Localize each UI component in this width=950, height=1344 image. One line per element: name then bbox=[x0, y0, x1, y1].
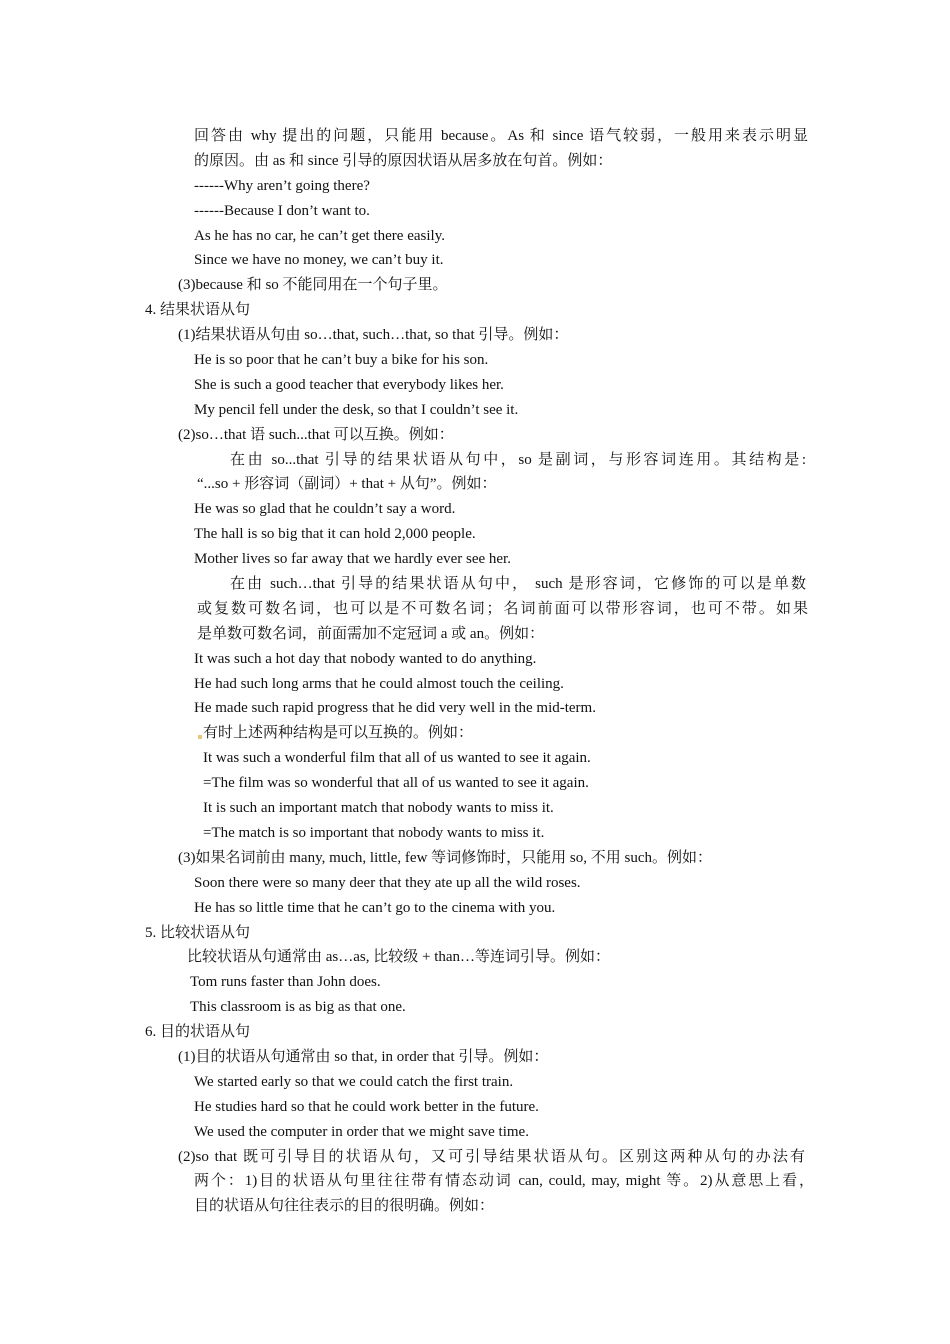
example-line: She is such a good teacher that everybody likes her. bbox=[194, 376, 504, 393]
example-line: =The film was so wonderful that all of us wanted to see it again. bbox=[203, 775, 589, 792]
example-line: As he has no car, he can’t get there easily. bbox=[194, 227, 445, 244]
subpoint-line: (2)so that 既可引导目的状语从句，又可引导结果状语从句。区别这两种从句的办法有 bbox=[178, 1148, 805, 1165]
text-line: 或复数可数名词，也可以是不可数名词；名词前面可以带形容词，也可不带。如果 bbox=[197, 600, 808, 617]
subpoint-line: (2)so…that 语 such...that 可以互换。例如： bbox=[178, 426, 454, 443]
example-line: This classroom is as big as that one. bbox=[190, 999, 406, 1016]
example-line: He made such rapid progress that he did very well in the mid-term. bbox=[194, 700, 596, 717]
example-line: It was such a wonderful film that all of us wanted to see it again. bbox=[203, 750, 591, 767]
section-heading: 6. 目的状语从句 bbox=[145, 1024, 251, 1041]
example-line: ------Because I don’t want to. bbox=[194, 202, 370, 219]
example-line: He has so little time that he can’t go to the cinema with you. bbox=[194, 899, 556, 916]
text-line-content: 有时上述两种结构是可以互换的。例如： bbox=[203, 725, 474, 742]
example-line: Since we have no money, we can’t buy it. bbox=[194, 252, 444, 269]
subpoint-line: (1)目的状语从句通常由 so that, in order that 引导。例如： bbox=[178, 1048, 549, 1065]
text-line: 回答由 why 提出的问题，只能用 because。As 和 since 语气较弱，一般用来表示明显 bbox=[194, 128, 808, 144]
text-line: 是单数可数名词，前面需加不定冠词 a 或 an。例如： bbox=[197, 625, 545, 642]
text-line: 在由 so...that 引导的结果状语从句中，so 是副词，与形容词连用。其结构是: bbox=[230, 451, 806, 468]
example-line: He is so poor that he can’t buy a bike for his son. bbox=[194, 352, 489, 369]
example-line: Soon there were so many deer that they ate up all the wild roses. bbox=[194, 874, 581, 891]
example-line: He had such long arms that he could almost touch the ceiling. bbox=[194, 675, 564, 692]
text-line: 在由 such…that 引导的结果状语从句中， such 是形容词，它修饰的可以是单数 bbox=[230, 576, 806, 593]
text-line bbox=[0, 721, 950, 746]
subpoint-line: (3)because 和 so 不能同用在一个句子里。 bbox=[178, 277, 448, 294]
example-line: Mother lives so far away that we hardly ever see her. bbox=[194, 551, 511, 568]
text-line: 目的状语从句往往表示的目的很明确。例如： bbox=[194, 1198, 495, 1215]
example-line: He was so glad that he couldn’t say a word. bbox=[194, 501, 456, 518]
document-page bbox=[0, 124, 950, 1219]
text-line: 两个：1)目的状语从句里往往带有情态动词 can, could, may, might 等。2)从意思上看， bbox=[194, 1173, 814, 1190]
section-heading: 5. 比较状语从句 bbox=[145, 924, 251, 941]
example-line: My pencil fell under the desk, so that I couldn’t see it. bbox=[194, 401, 519, 418]
text-line: 比较状语从句通常由 as…as, 比较级 + than…等连词引导。例如： bbox=[187, 949, 611, 966]
edit-mark-icon bbox=[198, 735, 202, 739]
subpoint-line: (3)如果名词前由 many, much, little, few 等词修饰时，只能用 so, 不用 such。例如： bbox=[178, 849, 712, 866]
example-line: =The match is so important that nobody wants to miss it. bbox=[203, 824, 545, 841]
example-line: It is such an important match that nobody wants to miss it. bbox=[203, 800, 554, 817]
example-line: It was such a hot day that nobody wanted to do anything. bbox=[194, 650, 537, 667]
subpoint-line: (1)结果状语从句由 so…that, such…that, so that 引导。例如： bbox=[178, 327, 569, 344]
text-line: 的原因。由 as 和 since 引导的原因状语从居多放在句首。例如： bbox=[194, 152, 613, 169]
example-line: The hall is so big that it can hold 2,000 people. bbox=[194, 526, 476, 543]
example-line: He studies hard so that he could work better in the future. bbox=[194, 1098, 539, 1115]
example-line: We used the computer in order that we might save time. bbox=[194, 1123, 529, 1140]
example-line: Tom runs faster than John does. bbox=[190, 974, 381, 991]
section-heading: 4. 结果状语从句 bbox=[145, 302, 251, 319]
example-line: ------Why aren’t going there? bbox=[194, 177, 370, 194]
example-line: We started early so that we could catch the first train. bbox=[194, 1073, 514, 1090]
text-line: “...so + 形容词（副词）+ that + 从句”。例如： bbox=[197, 476, 497, 493]
